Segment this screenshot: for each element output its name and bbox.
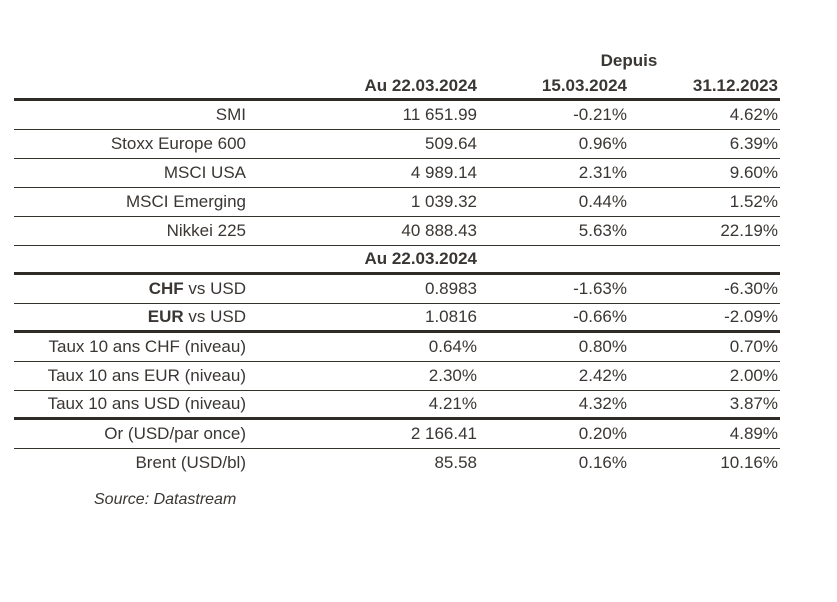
row-change-ytd: 22.19% <box>720 220 778 240</box>
row-label-text: vs USD <box>183 306 246 326</box>
row-value: 2 166.41 <box>410 423 477 443</box>
depuis-label: Depuis <box>600 51 658 71</box>
row-change-week: 0.80% <box>578 336 627 356</box>
row-value: 40 888.43 <box>401 220 477 240</box>
row-label <box>14 222 246 241</box>
row-label-text: Nikkei 225 <box>166 220 246 240</box>
row-label <box>14 425 246 444</box>
row-value: 0.8983 <box>425 278 477 298</box>
column-header-au-22-03-2024: Au 22.03.2024 <box>364 76 477 96</box>
row-value: 11 651.99 <box>402 104 477 124</box>
row-label-text: Taux 10 ans CHF (niveau) <box>48 336 246 356</box>
row-label <box>14 454 246 473</box>
row-value: 0.64% <box>428 336 477 356</box>
source-attribution: Source: Datastream <box>94 491 237 508</box>
row-change-ytd: 1.52% <box>729 191 778 211</box>
row-change-ytd: 0.70% <box>729 336 778 356</box>
header-row-columns <box>14 75 780 101</box>
row-change-ytd: 10.16% <box>720 453 778 473</box>
table-row-stoxx-europe-600 <box>14 130 780 159</box>
row-value: 2.30% <box>428 365 477 385</box>
table-row-or <box>14 420 780 449</box>
table-row-smi <box>14 101 780 130</box>
row-change-ytd: 4.89% <box>729 423 778 443</box>
row-change-ytd: -2.09% <box>724 306 778 326</box>
row-value: 4 989.14 <box>410 162 477 182</box>
row-change-week: 5.63% <box>578 220 627 240</box>
table-row-taux-10-ans-chf <box>14 333 780 362</box>
row-label <box>14 164 246 183</box>
row-value: 85.58 <box>434 453 477 473</box>
row-label <box>14 106 246 125</box>
row-label-text: Stoxx Europe 600 <box>110 133 246 153</box>
row-value: 1.0816 <box>425 306 477 326</box>
table-row-taux-10-ans-usd <box>14 391 780 420</box>
row-change-week: 2.31% <box>578 162 627 182</box>
table-row-brent <box>14 449 780 478</box>
table-row-msci-usa <box>14 159 780 188</box>
row-change-week: 0.96% <box>578 133 627 153</box>
row-change-week: 2.42% <box>578 365 627 385</box>
row-label <box>14 193 246 212</box>
row-label <box>14 308 246 327</box>
row-label-bold: EUR <box>147 306 184 326</box>
row-label-text: Taux 10 ans EUR (niveau) <box>47 365 246 385</box>
row-change-week: -1.63% <box>573 278 627 298</box>
row-change-week: -0.21% <box>573 104 627 124</box>
row-label-text: vs USD <box>183 278 246 298</box>
row-value: 509.64 <box>425 133 477 153</box>
row-change-week: -0.66% <box>573 306 627 326</box>
table-row-nikkei-225 <box>14 217 780 246</box>
section-header-row <box>14 246 780 275</box>
row-label <box>14 135 246 154</box>
header-row-depuis <box>14 48 780 75</box>
section-header-au-22-03-2024: Au 22.03.2024 <box>364 248 477 268</box>
table-row-taux-10-ans-eur <box>14 362 780 391</box>
row-label <box>14 280 246 299</box>
table-row-chf-vs-usd <box>14 275 780 304</box>
table-row-eur-vs-usd <box>14 304 780 333</box>
row-value: 4.21% <box>428 393 477 413</box>
row-change-week: 0.16% <box>578 453 627 473</box>
market-data-table <box>14 48 780 509</box>
table-row-msci-emerging <box>14 188 780 217</box>
row-change-week: 0.20% <box>578 423 627 443</box>
row-label-text: MSCI USA <box>163 162 246 182</box>
row-label-text: Brent (USD/bl) <box>135 453 246 473</box>
column-header-31-12-2023: 31.12.2023 <box>692 76 778 96</box>
row-value: 1 039.32 <box>410 191 477 211</box>
row-label-text: Taux 10 ans USD (niveau) <box>47 393 246 413</box>
column-header-15-03-2024: 15.03.2024 <box>541 76 627 96</box>
row-change-week: 4.32% <box>578 393 627 413</box>
row-change-ytd: 4.62% <box>729 104 778 124</box>
row-label-bold: CHF <box>148 278 184 298</box>
row-change-ytd: 3.87% <box>729 393 778 413</box>
row-change-ytd: 9.60% <box>729 162 778 182</box>
row-label <box>14 338 246 357</box>
row-change-week: 0.44% <box>578 191 627 211</box>
row-label-text: MSCI Emerging <box>126 191 246 211</box>
row-change-ytd: -6.30% <box>724 278 778 298</box>
row-change-ytd: 2.00% <box>729 365 778 385</box>
row-label-text: Or (USD/par once) <box>104 423 246 443</box>
row-label <box>14 367 246 386</box>
row-label <box>14 395 246 414</box>
row-label-text: SMI <box>215 104 246 124</box>
row-change-ytd: 6.39% <box>729 133 778 153</box>
